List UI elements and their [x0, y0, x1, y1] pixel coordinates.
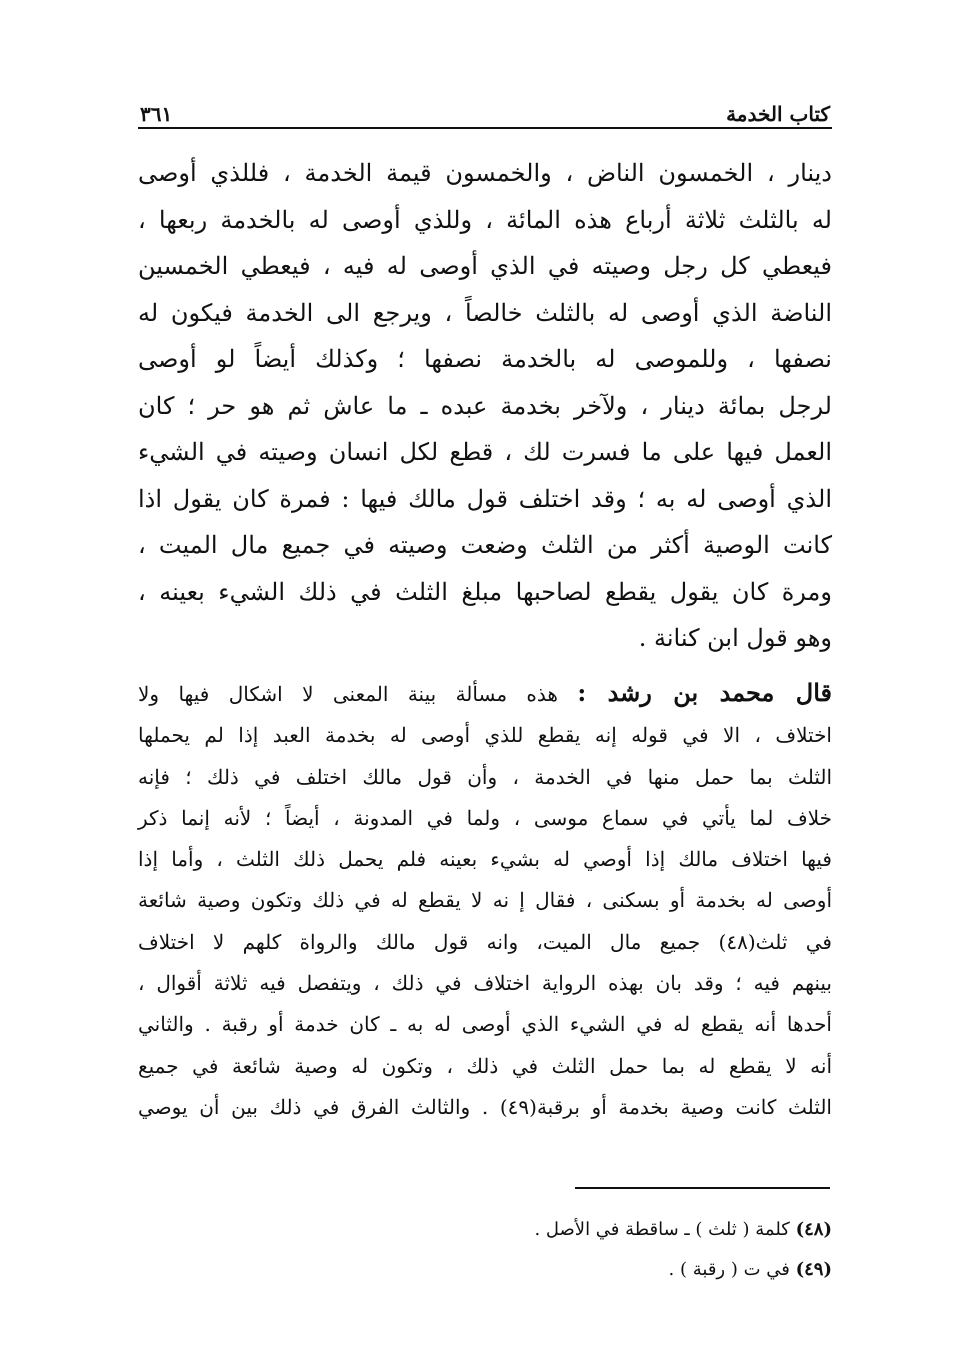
commentary-first-line-text: هذه مسألة بينة المعنى لا اشكال فيها ولا [138, 682, 558, 706]
page-number: ٣٦١ [140, 102, 173, 126]
commentary-line: الثلث كانت وصية بخدمة أو برقبة(٤٩) . والثالث الفرق في ذلك بين أن يوصي [138, 1094, 832, 1119]
commentary-line: في ثلث(٤٨) جميع مال الميت، وانه قول مالك والرواة كلهم لا اختلاف [138, 929, 832, 954]
main-text-line: لرجل بمائة دينار ، ولآخر بخدمة عبده ـ ما عاش ثم هو حر ؛ كان [138, 391, 832, 420]
main-text-line: الذي أوصى له به ؛ وقد اختلف قول مالك فيها : فمرة كان يقول اذا [138, 484, 832, 513]
page-header [140, 86, 830, 126]
commentary-line: أحدها أنه يقطع له في الشيء الذي أوصى له به ـ كان خدمة أو رقبة . والثاني [138, 1012, 832, 1037]
main-text-line: نصفها ، وللموصى له بالخدمة نصفها ؛ وكذلك أيضاً لو أوصى [138, 345, 832, 373]
book-title: كتاب الخدمة [726, 102, 830, 126]
main-text-line: وهو قول ابن كنانة . [638, 624, 832, 652]
main-text-line: فيعطي كل رجل وصيته في الذي أوصى له فيه ، فيعطي الخمسين [138, 252, 832, 280]
commentary-line: الثلث بما حمل منها في الخدمة ، وأن قول مالك اختلف في ذلك ؛ فإنه [138, 764, 832, 789]
commentary-line: فيها اختلاف مالك إذا أوصي له بشيء بعينه فلم يحمل ذلك الثلث ، وأما إذا [138, 847, 832, 872]
footnote-rule [575, 1187, 830, 1189]
commentary-line: اختلاف ، الا في قوله إنه يقطع للذي أوصى له بخدمة العبد إذا لم يحملها [138, 723, 832, 748]
footnote-text: في ت ( رقبة ) . [668, 1259, 790, 1280]
commentary-speaker: قال محمد بن رشد : [577, 678, 833, 707]
commentary-line: بينهم فيه ؛ وقد بان بهذه الرواية اختلاف في ذلك ، ويتفصل فيه ثلاثة أقوال ، [138, 971, 832, 996]
footnotes [138, 1210, 832, 1290]
footnote-text: كلمة ( ثلث ) ـ ساقطة في الأصل . [534, 1219, 790, 1240]
footnote-number: (٤٩) [795, 1259, 832, 1280]
main-text-line: ومرة كان يقول يقطع لصاحبها مبلغ الثلث في ذلك الشيء بعينه ، [138, 577, 832, 606]
commentary-line: أوصى له بخدمة أو بسكنى ، فقال إ نه لا يقطع له في ذلك وتكون وصية شائعة [138, 888, 832, 913]
main-text-line: العمل فيها على ما فسرت لك ، قطع لكل انسان وصيته في الشيء [138, 438, 832, 466]
main-text-line: له بالثلث ثلاثة أرباع هذه المائة ، وللذي أوصى له بالخدمة ربعها ، [138, 205, 832, 234]
commentary [138, 672, 832, 1128]
footnote [138, 1210, 832, 1250]
main-text-line: دينار ، الخمسون الناض ، والخمسون قيمة الخدمة ، فللذي أوصى [138, 159, 832, 187]
header-rule [138, 127, 832, 129]
main-text [138, 150, 832, 662]
footnote [138, 1250, 832, 1290]
main-text-line: كانت الوصية أكثر من الثلث وضعت وصيته في جميع مال الميت ، [138, 531, 832, 559]
commentary-first-line [138, 672, 832, 715]
footnote-number: (٤٨) [795, 1219, 832, 1240]
main-text-line: الناضة الذي أوصى له بالثلث خالصاً ، ويرجع الى الخدمة فيكون له [138, 298, 832, 327]
commentary-line: خلاف لما يأتي في سماع موسى ، ولما في المدونة ، أيضاً ؛ لأنه إنما ذكر [138, 805, 832, 830]
commentary-line: أنه لا يقطع له بما حمل الثلث في ذلك ، وتكون له وصية شائعة في جميع [138, 1053, 832, 1078]
